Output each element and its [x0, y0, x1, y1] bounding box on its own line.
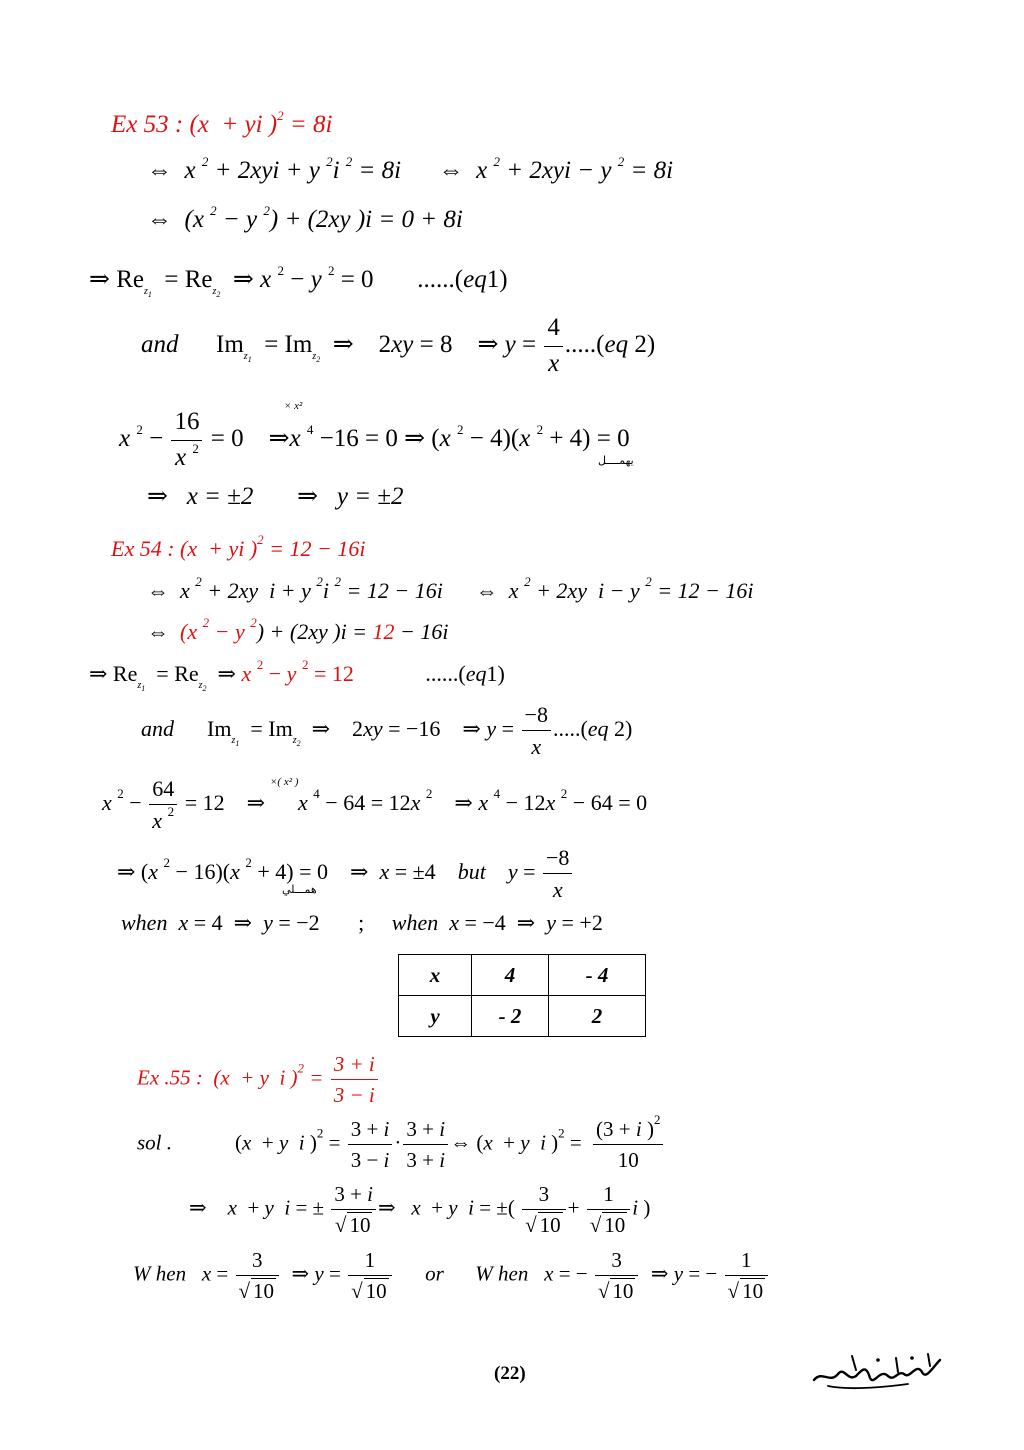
- ex55-title: Ex .55 :: [137, 1065, 203, 1090]
- ex53-imag-part: and $Im_{z_1} = Im_{z_2}$ ⇒ 2xy = 8 ⇒ y = $\frac{4}{x}$ .....(eq 2): [141, 314, 656, 377]
- ex54-real-part: ⇒ $Re_{z_1} = Re_{z_2}$ ⇒ x $^2$ − y $^2$ = 12 ......(eq1): [89, 657, 505, 693]
- ex53-heading: Ex 53 : (x + yi )$^2$ = 8i: [111, 108, 333, 138]
- ex54-line-1: ⇔ x $^2$ + 2xy i + y $^2$i $^2$ = 12 − 16i ⇔ x $^2$ + 2xy i − y $^2$ = 12 − 16i: [147, 574, 754, 603]
- ex53-solution: ⇒ x = ±2 ⇒ y = ±2: [147, 483, 404, 510]
- ex53-line-1: ⇔ x $^2$ + 2xyi + y $^2$i $^2$ = 8i ⇔ x $^2$ + 2xyi − y $^2$ = 8i: [147, 154, 674, 184]
- ex54-title: Ex 54: [111, 536, 162, 561]
- ex55-heading: Ex .55 : (x + y i )$^2$ = $\frac{3 + i}{3 - i}$: [137, 1052, 380, 1107]
- ex55-cases: W hen x = $\frac{3}{√ 10}$ ⇒ y = $\frac{1}{√ 10}$ or W hen x = − $\frac{3}{√ 10}$ ⇒ y = − $\frac{1}{√ 10}$: [133, 1248, 770, 1303]
- ex53-and: and: [141, 330, 179, 358]
- table-header-x: x: [399, 955, 472, 996]
- ex54-when-2: when: [391, 910, 439, 935]
- table-cell-y-2: 2: [549, 996, 646, 1037]
- ex55-sol-line: sol . (x + y i )$^2$ = $\frac{3 + i}{3 - i}$ · $\frac{3 + i}{3 + i}$ ⇔ (x + y i )$^2$ = $\frac{(3 + i )^2}{10}$: [137, 1117, 665, 1172]
- author-signature: [808, 1350, 948, 1397]
- table-cell-y-1: - 2: [472, 996, 549, 1037]
- ex55-or: or: [425, 1261, 444, 1286]
- ex55-root-line: ⇒ x + y i = ± $\frac{3 + i}{√ 10}$ ⇒ x + y i = ±( $\frac{3}{√ 10}$ + $\frac{1}{√ 10}$ i ): [189, 1182, 651, 1238]
- ex55-when-1: W hen: [133, 1261, 187, 1286]
- ex54-neglect-note: همـــلي: [282, 883, 317, 896]
- ex53-root-y: y = ±2: [336, 483, 404, 510]
- ex54-cases: when x = 4 ⇒ y = −2 ; when x = −4 ⇒ y = +2: [121, 910, 603, 935]
- ex55-when-2: W hen: [475, 1261, 529, 1286]
- table-row-y: [399, 996, 646, 1037]
- ex55-sol-label: sol .: [137, 1130, 173, 1155]
- ex54-factor: ⇒ (x $^2$ − 16)(x $^2$ + 4) = 0 ⇒ x = ±4 but y = $\frac{-8}{x}$: [117, 845, 574, 903]
- table-row-x: [399, 955, 646, 996]
- ex54-when-1: when: [121, 910, 168, 935]
- ex54-quartic: x $^2$ − $\frac{64}{x ^2}$ = 12 ⇒ x $^4$ − 64 = 12x $^2$ ⇒ x $^4$ − 12x $^2$ − 64 = 0: [102, 776, 648, 834]
- table-cell-x-1: 4: [472, 955, 549, 996]
- ex53-real-part: ⇒ $Re_{z_1} = Re_{z_2}$ ⇒ x $^2$ − y $^2$ = 0 ......(eq1): [89, 263, 508, 299]
- page-number: (22): [494, 1363, 526, 1384]
- ex54-heading: Ex 54 : (x + yi )$^2$ = 12 − 16i: [111, 532, 366, 561]
- ex54-imag-part: and $Im_{z_1} = Im_{z_2}$ ⇒ 2xy = −16 ⇒ y = $\frac{-8}{x}$ .....(eq 2): [141, 702, 633, 760]
- table-cell-x-2: - 4: [549, 955, 646, 996]
- ex54-multiply-note: ×( x² ): [270, 776, 299, 788]
- ex54-but: but: [457, 858, 486, 884]
- ex54-and: and: [141, 715, 174, 741]
- ex53-quartic: x $^2$ − $\frac{16}{x ^2}$ = 0 ⇒x $^4$ −16 = 0 ⇒ (x $^2$ − 4)(x $^2$ + 4) = 0: [119, 408, 630, 471]
- table-header-y: y: [399, 996, 472, 1037]
- solution-table: [398, 954, 646, 1037]
- ex53-root-x: x = ±2: [186, 483, 254, 510]
- ex54-line-2: ⇔ (x $^2$ − y $^2$) + (2xy )i = 12 − 16i: [147, 615, 449, 644]
- ex53-title: Ex 53: [111, 111, 169, 138]
- ex53-neglect-note: يهمــــل: [598, 454, 634, 467]
- ex53-line-2: ⇔ (x $^2$ − y $^2$) + (2xy )i = 0 + 8i: [147, 203, 463, 233]
- ex53-multiply-note: × x²: [284, 400, 303, 412]
